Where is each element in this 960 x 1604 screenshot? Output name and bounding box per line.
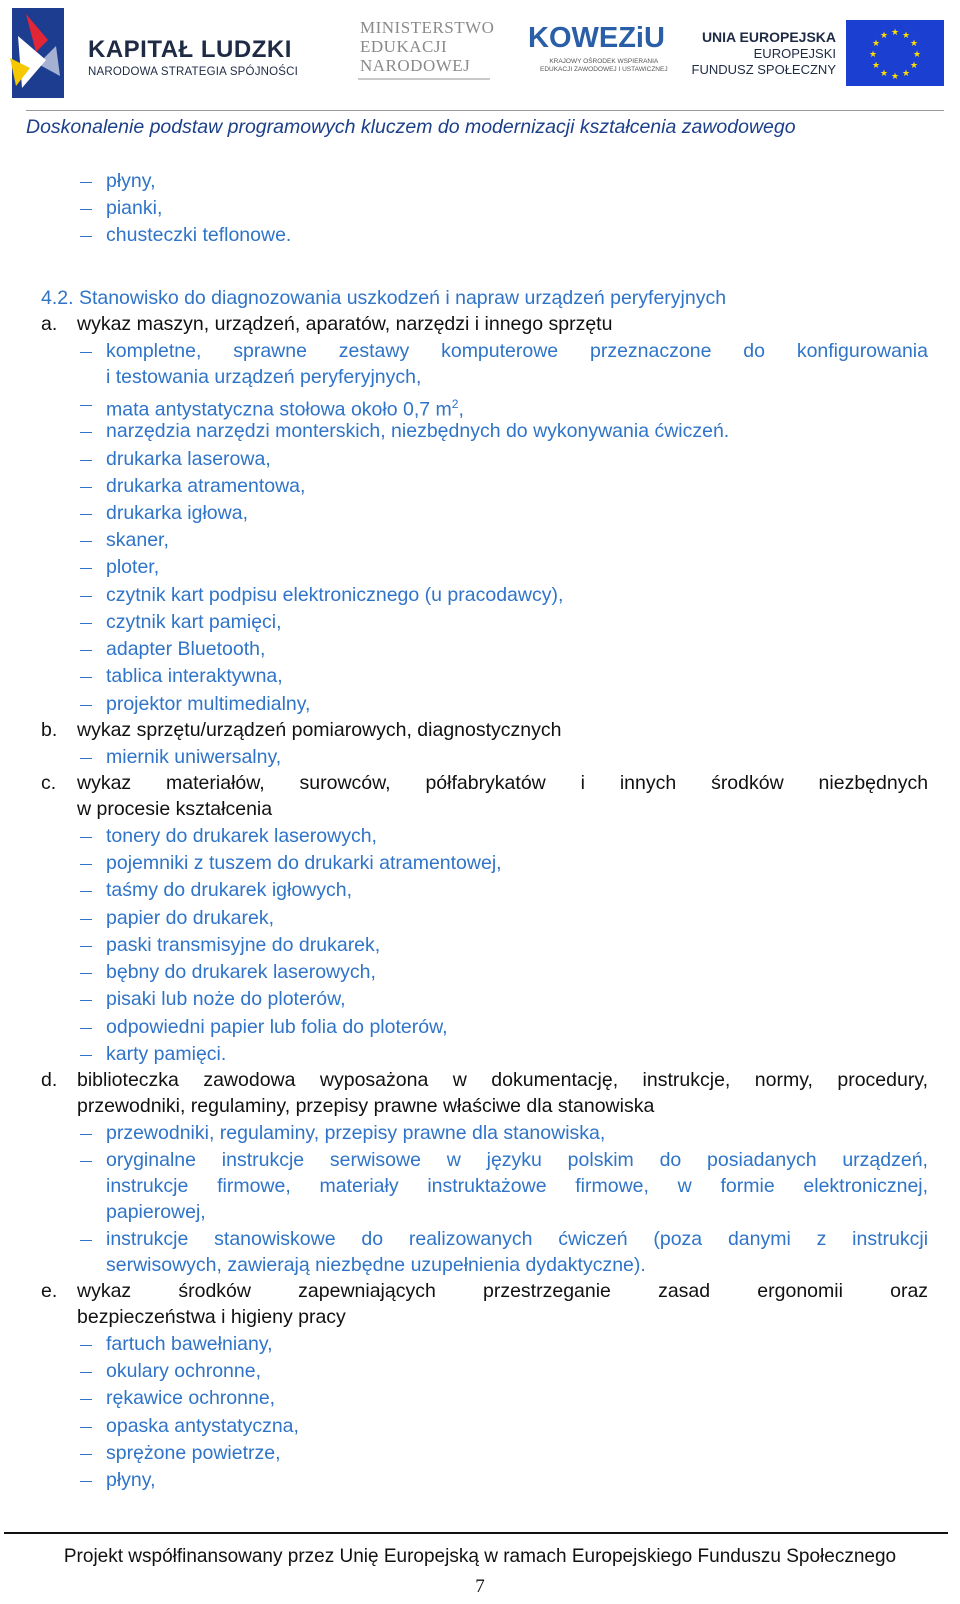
list-dash (80, 541, 92, 542)
list-item: karty pamięci. (106, 1043, 227, 1065)
ministry-logo (360, 18, 494, 75)
list-item: pojemniki z tuszem do drukarki atramentowej, (106, 852, 502, 874)
item-b-text: wykaz sprzętu/urządzeń pomiarowych, diagnostycznych (77, 719, 562, 741)
item-d-text (77, 1068, 928, 1092)
list-item: czytnik kart pamięci, (106, 611, 282, 633)
list-item-continuation (106, 1174, 928, 1198)
word: do (743, 340, 765, 362)
word: wykaz (77, 1280, 132, 1302)
word: konfigurowania (796, 340, 928, 362)
list-item: płyny, (106, 170, 156, 192)
word: przeznaczone (590, 340, 712, 362)
list-item: tonery do drukarek laserowych, (106, 825, 377, 847)
word: instrukcje (106, 1175, 189, 1197)
list-dash (80, 973, 92, 974)
list-item-continuation: serwisowych, zawierają niezbędne uzupełnienia dydaktyczne). (106, 1254, 646, 1276)
word: stanowiskowe (214, 1228, 336, 1250)
word: ćwiczeń (558, 1228, 628, 1250)
list-item (106, 1227, 928, 1251)
word: zestawy (338, 340, 410, 362)
list-dash (80, 1161, 92, 1162)
page-number: 7 (475, 1576, 485, 1597)
word: półfabrykatów (425, 772, 546, 794)
item-text-end: , (458, 398, 464, 421)
list-dash (80, 1134, 92, 1135)
kapital-ludzki-logo-icon (8, 6, 76, 100)
header-rule (26, 110, 944, 111)
kapital-ludzki-title: KAPITAŁ LUDZKI (88, 36, 292, 63)
word: serwisowe (329, 1149, 421, 1171)
word: materiałów, (166, 772, 265, 794)
word: oraz (890, 1280, 929, 1302)
item-d-text-continuation: przewodniki, regulaminy, przepisy prawne właściwe dla stanowiska (77, 1095, 655, 1117)
list-dash (80, 1454, 92, 1455)
svg-text:★: ★ (868, 50, 878, 60)
word: zapewniających (298, 1280, 436, 1302)
ministry-line-1: MINISTERSTWO (360, 18, 495, 37)
svg-text:★: ★ (879, 69, 889, 79)
word: w (677, 1175, 692, 1197)
list-marker-a: a. (41, 313, 58, 335)
list-dash (80, 1240, 92, 1241)
word: instrukcje (106, 1228, 189, 1250)
word: ergonomii (757, 1280, 843, 1302)
list-dash (80, 705, 92, 706)
kowez-subtitle (540, 58, 668, 74)
list-item: narzędzia narzędzi monterskich, niezbędnych do wykonywania ćwiczeń. (106, 420, 730, 442)
svg-text:★: ★ (901, 69, 911, 79)
list-marker-c: c. (41, 772, 57, 794)
header-logos (0, 0, 960, 112)
list-item: ploter, (106, 556, 160, 578)
word: biblioteczka (77, 1069, 179, 1091)
word: instrukcje (221, 1149, 305, 1171)
item-text: mata antystatyczna stołowa około 0,7 m (106, 398, 452, 421)
word: danymi (727, 1228, 791, 1250)
list-dash (80, 758, 92, 759)
word: urządzeń, (842, 1149, 928, 1171)
list-item: pisaki lub noże do ploterów, (106, 988, 346, 1010)
item-c-text-continuation: w procesie kształcenia (77, 798, 273, 820)
item-e-text-continuation: bezpieczeństwa i higieny pracy (77, 1306, 346, 1328)
word: i (580, 772, 585, 794)
list-dash (80, 568, 92, 569)
ministry-line-2: EDUKACJI (360, 37, 448, 56)
list-item: sprężone powietrze, (106, 1442, 281, 1464)
word: języku (486, 1149, 542, 1171)
document-title: Doskonalenie podstaw programowych kluczem do modernizacji kształcenia zawodowego (26, 116, 796, 138)
svg-text:★: ★ (890, 28, 900, 38)
word: instrukcji (852, 1228, 929, 1250)
list-item: okulary ochronne, (106, 1360, 262, 1382)
kowez-subtitle-line-2: EDUKACJI ZAWODOWEJ I USTAWICZNEJ (540, 66, 668, 73)
word: procedury, (837, 1069, 929, 1091)
list-item: czytnik kart podpisu elektronicznego (u pracodawcy), (106, 584, 564, 606)
list-item: opaska antystatyczna, (106, 1415, 299, 1437)
word: oryginalne (106, 1149, 196, 1171)
svg-text:★: ★ (871, 61, 881, 71)
word: zasad (658, 1280, 711, 1302)
list-dash (80, 1000, 92, 1001)
word: niezbędnych (818, 772, 929, 794)
list-dash (80, 236, 92, 237)
list-dash (80, 677, 92, 678)
kowez-subtitle-line-1: KRAJOWY OŚRODEK WSPIERANIA (549, 58, 659, 65)
word: kompletne, (106, 340, 202, 362)
word: zawodowa (203, 1069, 296, 1091)
list-item: drukarka igłowa, (106, 502, 248, 524)
list-dash (80, 182, 92, 183)
list-dash (80, 352, 92, 353)
list-item: fartuch bawełniany, (106, 1333, 273, 1355)
list-item: tablica interaktywna, (106, 665, 283, 687)
list-dash (80, 919, 92, 920)
list-item-continuation: i testowania urządzeń peryferyjnych, (106, 366, 422, 388)
svg-text:★: ★ (909, 61, 919, 71)
eu-text (692, 28, 836, 78)
list-dash (80, 1372, 92, 1373)
footer-rule (4, 1532, 948, 1534)
list-dash (80, 837, 92, 838)
list-dash (80, 623, 92, 624)
word: środków (711, 772, 784, 794)
eu-subtitle-2: FUNDUSZ SPOŁECZNY (691, 62, 836, 77)
eu-title: UNIA EUROPEJSKA (701, 29, 836, 45)
list-item: projektor multimedialny, (106, 693, 311, 715)
list-item: bębny do drukarek laserowych, (106, 961, 376, 983)
list-dash (80, 405, 92, 406)
word: elektronicznej, (803, 1175, 929, 1197)
section-heading: 4.2. Stanowisko do diagnozowania uszkodzeń i napraw urządzeń peryferyjnych (41, 287, 727, 309)
word: posiadanych (707, 1149, 817, 1171)
word: do (659, 1149, 682, 1171)
word: wykaz (77, 772, 132, 794)
list-item: skaner, (106, 529, 169, 551)
list-item: drukarka laserowa, (106, 448, 271, 470)
word: środków (178, 1280, 251, 1302)
word: realizowanych (408, 1228, 533, 1250)
ministry-rule-icon (358, 78, 490, 82)
list-item: płyny, (106, 1469, 156, 1491)
kowez-logo: KOWEZiU (528, 22, 665, 54)
list-item-continuation: papierowej, (106, 1201, 206, 1223)
list-dash (80, 946, 92, 947)
list-dash (80, 1481, 92, 1482)
list-item: papier do drukarek, (106, 907, 275, 929)
list-dash (80, 432, 92, 433)
item-e-text (77, 1279, 928, 1303)
eu-subtitle-1: EUROPEJSKI (753, 46, 836, 61)
word: z (816, 1228, 827, 1250)
word: wyposażona (319, 1069, 429, 1091)
word: do (361, 1228, 384, 1250)
list-marker-b: b. (41, 719, 58, 741)
list-marker-e: e. (41, 1280, 58, 1302)
svg-text:★: ★ (890, 72, 900, 82)
list-dash (80, 650, 92, 651)
word: (poza (653, 1228, 703, 1250)
item-a-text: wykaz maszyn, urządzeń, aparatów, narzędzi i innego sprzętu (77, 313, 613, 335)
word: sprawne (233, 340, 307, 362)
list-item: drukarka atramentowa, (106, 475, 306, 497)
list-dash (80, 514, 92, 515)
word: w (452, 1069, 467, 1091)
ministry-line-3: NARODOWEJ (360, 56, 471, 75)
word: komputerowe (441, 340, 559, 362)
word: normy, (754, 1069, 813, 1091)
word: w (446, 1149, 461, 1171)
word: przestrzeganie (483, 1280, 611, 1302)
footer-text: Projekt współfinansowany przez Unię Europejską w ramach Europejskiego Funduszu Społecznego (63, 1546, 897, 1567)
list-dash (80, 1345, 92, 1346)
svg-text:★: ★ (912, 50, 922, 60)
list-marker-d: d. (41, 1069, 58, 1091)
list-dash (80, 1055, 92, 1056)
list-item: pianki, (106, 197, 163, 219)
word: instrukcje, (642, 1069, 731, 1091)
word: dokumentację, (491, 1069, 619, 1091)
svg-text:★: ★ (871, 39, 881, 49)
list-item (106, 1148, 928, 1172)
word: surowców, (299, 772, 391, 794)
list-dash (80, 460, 92, 461)
word: innych (619, 772, 677, 794)
word: polskim (567, 1149, 634, 1171)
list-dash (80, 209, 92, 210)
svg-text:★: ★ (909, 39, 919, 49)
list-dash (80, 1399, 92, 1400)
svg-text:★: ★ (879, 31, 889, 41)
list-dash (80, 487, 92, 488)
list-item (106, 392, 464, 422)
svg-text:★: ★ (901, 31, 911, 41)
list-dash (80, 596, 92, 597)
list-item: chusteczki teflonowe. (106, 224, 292, 246)
list-item: miernik uniwersalny, (106, 746, 282, 768)
word: materiały (319, 1175, 399, 1197)
item-c-text (77, 771, 928, 795)
list-dash (80, 1427, 92, 1428)
list-item (106, 339, 928, 363)
list-item: rękawice ochronne, (106, 1387, 276, 1409)
word: formie (720, 1175, 775, 1197)
word: firmowe, (217, 1175, 291, 1197)
list-item: przewodniki, regulaminy, przepisy prawne dla stanowiska, (106, 1122, 606, 1144)
word: instruktażowe (427, 1175, 547, 1197)
list-item: paski transmisyjne do drukarek, (106, 934, 381, 956)
word: firmowe, (575, 1175, 649, 1197)
list-item: odpowiedni papier lub folia do ploterów, (106, 1016, 448, 1038)
list-dash (80, 1028, 92, 1029)
list-item: adapter Bluetooth, (106, 638, 266, 660)
list-dash (80, 891, 92, 892)
list-item: taśmy do drukarek igłowych, (106, 879, 353, 901)
superscript: 2 (451, 397, 459, 411)
eu-flag-icon (846, 20, 944, 86)
list-dash (80, 864, 92, 865)
kapital-ludzki-subtitle: NARODOWA STRATEGIA SPÓJNOŚCI (88, 66, 299, 78)
